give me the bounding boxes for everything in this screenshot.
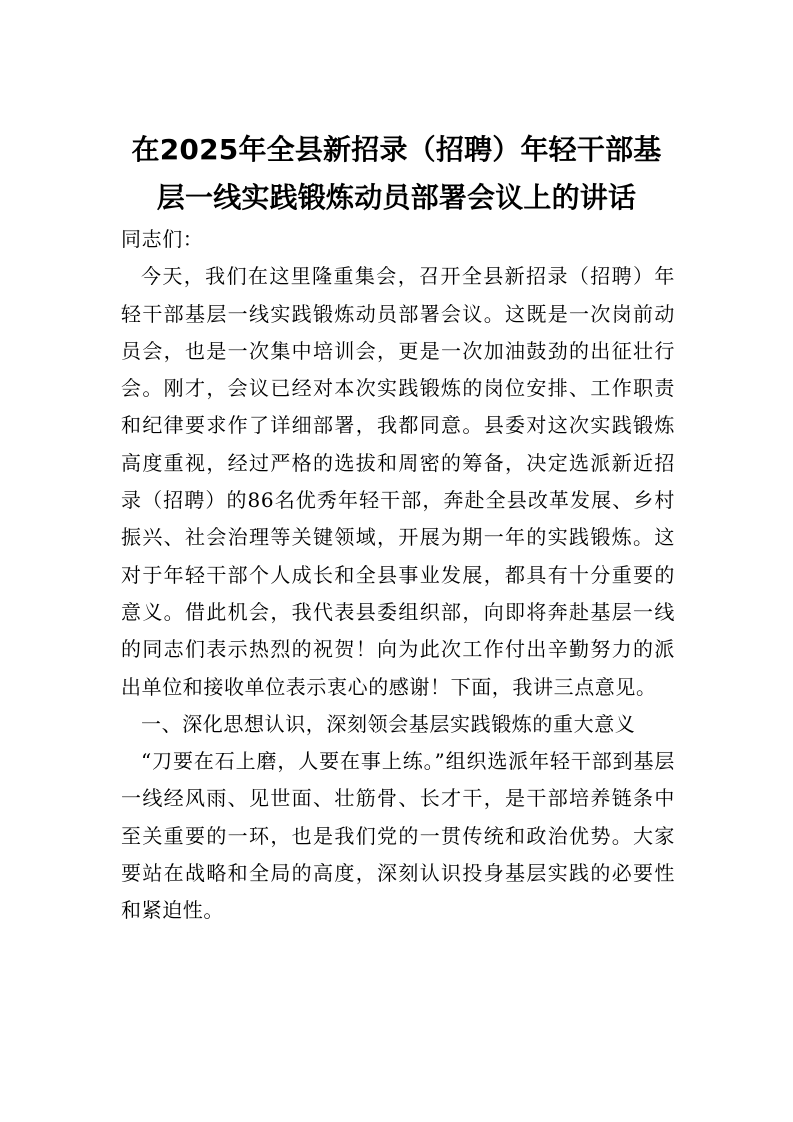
title-line-2: 层一线实践锻炼动员部署会议上的讲话 [156,181,637,214]
paragraph-section-1: “刀要在石上磨，人要在事上练。”组织选派年轻干部到基层一线经风雨、见世面、壮筋骨、长才干，是干部培养链条中至关重要的一环，也是我们党的一贯传统和政治优势。大家要站在战略和全局的高度，深刻认识投身基层实践的必要性和紧迫性。 [121,749,675,923]
paragraph-opening: 今天，我们在这里隆重集会，召开全县新招录（招聘）年轻干部基层一线实践锻炼动员部署会议。这既是一次岗前动员会，也是一次集中培训会，更是一次加油鼓劲的出征壮行会。刚才，会议已经对本次实践锻炼的岗位安排、工作职责和纪律要求作了详细部署，我都同意。县委对这次实践锻炼高度重视，经过严格的选拔和周密的筹备，决定选派新近招录（招聘）的86名优秀年轻干部，奔赴全县改革发展、乡村振兴、社会治理等关键领域，开展为期一年的实践锻炼。这对于年轻干部个人成长和全县事业发展，都具有十分重要的意义。借此机会，我代表县委组织部，向即将奔赴基层一线的同志们表示热烈的祝贺！向为此次工作付出辛勤努力的派出单位和接收单位表示衷心的感谢！下面，我讲三点意见。 [121,264,675,699]
section-heading-1: 一、深化思想认识，深刻领会基层实践锻炼的重大意义 [141,711,636,736]
document-title [105,126,688,222]
title-line-1: 在2025年全县新招录（招聘）年轻干部基 [131,133,662,166]
greeting: 同志们： [121,227,204,251]
document-body [121,221,675,930]
